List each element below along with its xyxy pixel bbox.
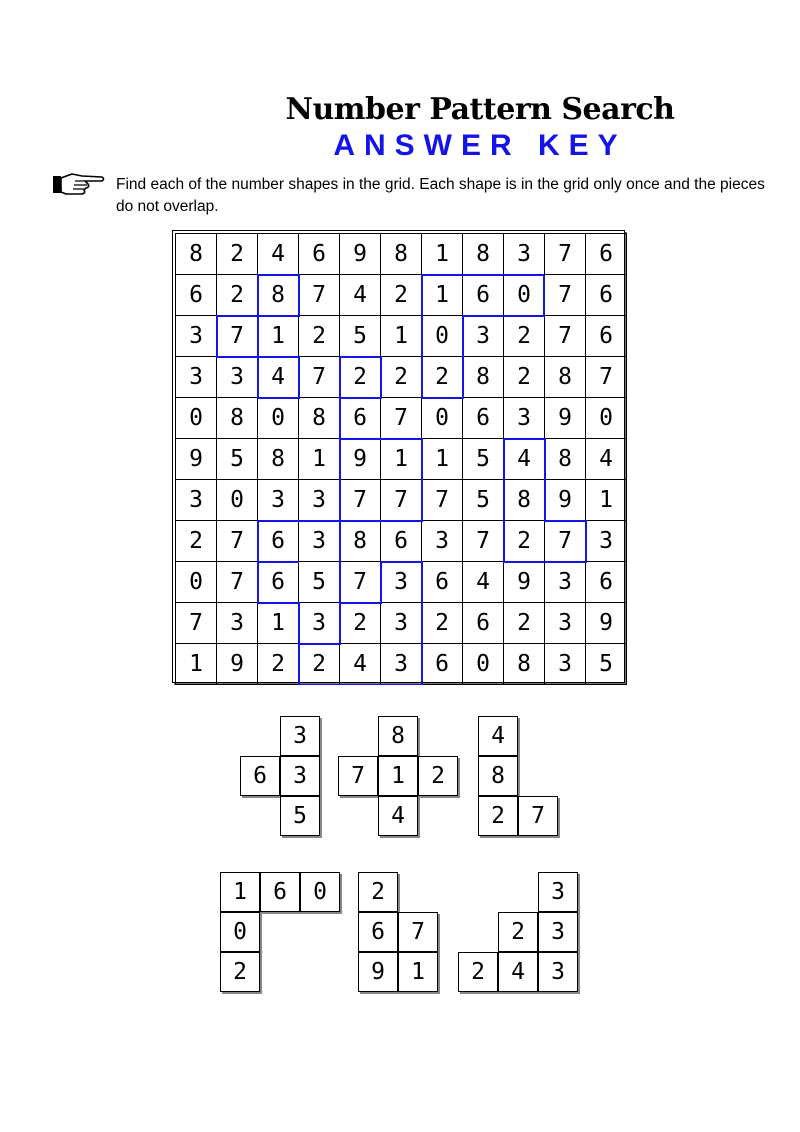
- grid-cell: 1: [258, 316, 299, 357]
- grid-cell: 7: [217, 562, 258, 603]
- grid-cell: 8: [463, 233, 504, 275]
- grid-cell: 1: [381, 439, 422, 480]
- piece-cell: 9: [358, 952, 398, 992]
- grid-cell: 2: [299, 316, 340, 357]
- grid-cell: 2: [422, 357, 463, 398]
- pointing-hand-icon: [52, 170, 106, 198]
- grid-cell: 3: [175, 357, 217, 398]
- grid-cell: 3: [545, 603, 586, 644]
- piece-cell: 3: [280, 716, 320, 756]
- grid-cell: 0: [422, 398, 463, 439]
- piece-cell: 8: [378, 716, 418, 756]
- grid-cell: 1: [381, 316, 422, 357]
- grid-cell: 2: [504, 521, 545, 562]
- grid-cell: 8: [258, 439, 299, 480]
- number-grid: [176, 234, 627, 685]
- grid-cell: 6: [175, 275, 217, 316]
- piece-cell: 4: [498, 952, 538, 992]
- piece-cell: 0: [300, 872, 340, 912]
- grid-cell: 3: [381, 562, 422, 603]
- grid-cell: 6: [299, 233, 340, 275]
- grid-cell: 6: [586, 275, 627, 316]
- grid-cell: 9: [504, 562, 545, 603]
- grid-cell: 6: [463, 398, 504, 439]
- grid-cell: 4: [258, 233, 299, 275]
- grid-cell: 3: [217, 357, 258, 398]
- piece-cell: 8: [478, 756, 518, 796]
- grid-cell: 9: [586, 603, 627, 644]
- grid-cell: 2: [258, 644, 299, 685]
- grid-cell: 1: [299, 439, 340, 480]
- grid-cell: 5: [586, 644, 627, 685]
- grid-cell: 8: [340, 521, 381, 562]
- grid-cell: 8: [258, 275, 299, 316]
- grid-cell: 3: [299, 480, 340, 521]
- grid-cell: 8: [381, 233, 422, 275]
- instructions-text: Find each of the number shapes in the grid. Each shape is in the grid only once and the pieces do not overlap.: [116, 176, 765, 215]
- grid-cell: 8: [299, 398, 340, 439]
- grid-cell: 6: [258, 521, 299, 562]
- piece-cell: 3: [538, 952, 578, 992]
- grid-cell: 6: [258, 562, 299, 603]
- grid-cell: 1: [422, 275, 463, 316]
- grid-cell: 3: [299, 603, 340, 644]
- grid-cell: 2: [340, 603, 381, 644]
- grid-cell: 6: [463, 603, 504, 644]
- grid-cell: 7: [586, 357, 627, 398]
- grid-cell: 2: [340, 357, 381, 398]
- grid-cell: 5: [217, 439, 258, 480]
- grid-cell: 2: [217, 275, 258, 316]
- grid-cell: 3: [299, 521, 340, 562]
- piece-cell: 7: [338, 756, 378, 796]
- grid-cell: 8: [545, 439, 586, 480]
- grid-cell: 3: [504, 398, 545, 439]
- page-title: Number Pattern Search: [285, 92, 675, 127]
- grid-cell: 6: [381, 521, 422, 562]
- grid-cell: 4: [463, 562, 504, 603]
- piece-cell: 2: [478, 796, 518, 836]
- piece-cell: 7: [518, 796, 558, 836]
- grid-cell: 4: [586, 439, 627, 480]
- grid-cell: 2: [504, 603, 545, 644]
- piece-cell: 2: [418, 756, 458, 796]
- grid-cell: 2: [504, 357, 545, 398]
- piece-cell: 1: [378, 756, 418, 796]
- piece-cell: 7: [398, 912, 438, 952]
- grid-cell: 7: [545, 275, 586, 316]
- grid-cell: 2: [217, 233, 258, 275]
- grid-cell: 6: [422, 644, 463, 685]
- grid-cell: 0: [217, 480, 258, 521]
- grid-cell: 3: [586, 521, 627, 562]
- grid-cell: 8: [175, 233, 217, 275]
- grid-cell: 1: [422, 233, 463, 275]
- grid-cell: 7: [381, 398, 422, 439]
- grid-cell: 7: [340, 562, 381, 603]
- grid-cell: 3: [545, 562, 586, 603]
- grid-cell: 5: [463, 439, 504, 480]
- grid-cell: 2: [175, 521, 217, 562]
- grid-cell: 3: [422, 521, 463, 562]
- grid-cell: 7: [381, 480, 422, 521]
- grid-cell: 0: [586, 398, 627, 439]
- grid-cell: 3: [175, 480, 217, 521]
- grid-cell: 7: [545, 316, 586, 357]
- grid-cell: 0: [463, 644, 504, 685]
- piece-cell: 2: [458, 952, 498, 992]
- piece-cell: 4: [478, 716, 518, 756]
- grid-cell: 6: [586, 562, 627, 603]
- grid-cell: 8: [504, 644, 545, 685]
- piece-cell: 3: [538, 912, 578, 952]
- grid-cell: 7: [340, 480, 381, 521]
- grid-cell: 9: [545, 480, 586, 521]
- piece-cell: 6: [358, 912, 398, 952]
- grid-cell: 6: [340, 398, 381, 439]
- grid-cell: 9: [545, 398, 586, 439]
- grid-cell: 3: [381, 603, 422, 644]
- grid-cell: 3: [381, 644, 422, 685]
- grid-cell: 4: [340, 644, 381, 685]
- grid-cell: 7: [545, 521, 586, 562]
- grid-cell: 7: [422, 480, 463, 521]
- piece-cell: 1: [398, 952, 438, 992]
- grid-cell: 3: [545, 644, 586, 685]
- piece-cell: 5: [280, 796, 320, 836]
- grid-cell: 7: [545, 233, 586, 275]
- grid-cell: 3: [504, 233, 545, 275]
- piece-cell: 6: [260, 872, 300, 912]
- grid-cell: 2: [422, 603, 463, 644]
- grid-cell: 7: [217, 316, 258, 357]
- grid-cell: 8: [504, 480, 545, 521]
- grid-cell: 7: [299, 275, 340, 316]
- grid-cell: 9: [175, 439, 217, 480]
- grid-cell: 2: [381, 357, 422, 398]
- piece-cell: 2: [220, 952, 260, 992]
- grid-cell: 2: [299, 644, 340, 685]
- grid-cell: 3: [175, 316, 217, 357]
- grid-cell: 6: [586, 316, 627, 357]
- grid-cell: 2: [381, 275, 422, 316]
- piece-cell: 3: [280, 756, 320, 796]
- piece-cell: 6: [240, 756, 280, 796]
- grid-cell: 4: [504, 439, 545, 480]
- grid-cell: 8: [217, 398, 258, 439]
- grid-cell: 0: [422, 316, 463, 357]
- grid-cell: 9: [340, 439, 381, 480]
- grid-cell: 7: [217, 521, 258, 562]
- grid-cell: 8: [463, 357, 504, 398]
- grid-cell: 8: [545, 357, 586, 398]
- grid-cell: 0: [175, 398, 217, 439]
- grid-cell: 4: [340, 275, 381, 316]
- grid-cell: 9: [340, 233, 381, 275]
- piece-cell: 3: [538, 872, 578, 912]
- grid-cell: 1: [258, 603, 299, 644]
- grid-cell: 6: [586, 233, 627, 275]
- grid-cell: 9: [217, 644, 258, 685]
- grid-cell: 3: [258, 480, 299, 521]
- grid-cell: 0: [258, 398, 299, 439]
- grid-cell: 5: [463, 480, 504, 521]
- grid-cell: 7: [175, 603, 217, 644]
- piece-cell: 2: [358, 872, 398, 912]
- grid-cell: 0: [504, 275, 545, 316]
- grid-cell: 5: [299, 562, 340, 603]
- grid-cell: 3: [217, 603, 258, 644]
- answer-key-subtitle: ANSWER KEY: [333, 129, 627, 162]
- grid-cell: 2: [504, 316, 545, 357]
- grid-cell: 5: [340, 316, 381, 357]
- piece-cell: 1: [220, 872, 260, 912]
- piece-cell: 4: [378, 796, 418, 836]
- piece-cell: 2: [498, 912, 538, 952]
- grid-cell: 4: [258, 357, 299, 398]
- grid-cell: 6: [463, 275, 504, 316]
- grid-cell: 0: [175, 562, 217, 603]
- piece-cell: 0: [220, 912, 260, 952]
- grid-cell: 1: [422, 439, 463, 480]
- grid-cell: 6: [422, 562, 463, 603]
- grid-cell: 7: [463, 521, 504, 562]
- grid-cell: 1: [175, 644, 217, 685]
- grid-cell: 1: [586, 480, 627, 521]
- grid-cell: 3: [463, 316, 504, 357]
- grid-cell: 7: [299, 357, 340, 398]
